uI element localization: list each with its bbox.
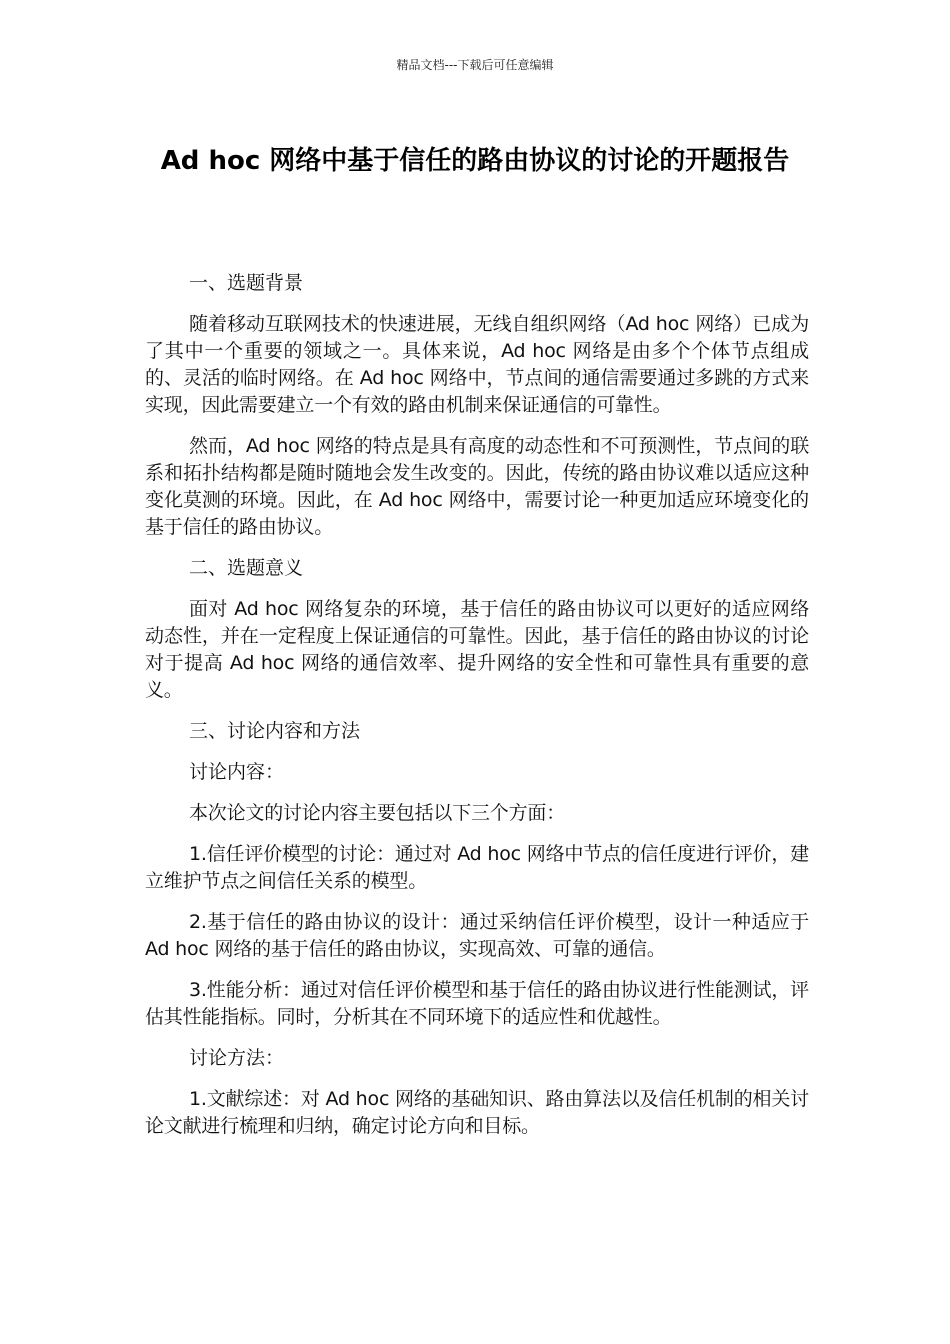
section-heading-content-method: 三、讨论内容和方法	[189, 720, 361, 742]
content-label: 讨论内容：	[189, 761, 285, 783]
content-item-3: 3.性能分析：通过对信任评价模型和基于信任的路由协议进行性能测试，评估其性能指标。同时，分析其在不同环境下的适应性和优越性。	[145, 979, 809, 1028]
section-heading-significance: 二、选题意义	[189, 557, 304, 579]
section-heading-background: 一、选题背景	[189, 272, 304, 294]
paragraph-significance: 面对 Ad hoc 网络复杂的环境，基于信任的路由协议可以更好的适应网络动态性，并在一定程度上保证通信的可靠性。因此，基于信任的路由协议的讨论对于提高 Ad hoc 网络的通信效率、提升网络的安全性和可靠性具有重要的意义。	[145, 598, 809, 701]
content-item-1: 1.信任评价模型的讨论：通过对 Ad hoc 网络中节点的信任度进行评价，建立维护节点之间信任关系的模型。	[145, 843, 809, 892]
paragraph-background-1: 随着移动互联网技术的快速进展，无线自组织网络（Ad hoc 网络）已成为了其中一个重要的领域之一。具体来说，Ad hoc 网络是由多个个体节点组成的、灵活的临时网络。在 Ad hoc 网络中，节点间的通信需要通过多跳的方式来实现，因此需要建立一个有效的路由机制来保证通信的可靠性。	[145, 313, 809, 416]
header-note: 精品文档---下载后可任意编辑	[396, 58, 554, 72]
document-body	[145, 270, 809, 1154]
method-label: 讨论方法：	[189, 1047, 285, 1069]
method-item-1: 1.文献综述：对 Ad hoc 网络的基础知识、路由算法以及信任机制的相关讨论文献进行梳理和归纳，确定讨论方向和目标。	[145, 1088, 809, 1137]
content-item-2: 2.基于信任的路由协议的设计：通过采纳信任评价模型，设计一种适应于 Ad hoc 网络的基于信任的路由协议，实现高效、可靠的通信。	[145, 911, 809, 960]
content-intro: 本次论文的讨论内容主要包括以下三个方面：	[189, 802, 566, 824]
document-title: Ad hoc 网络中基于信任的路由协议的讨论的开题报告	[160, 146, 790, 176]
paragraph-background-2: 然而，Ad hoc 网络的特点是具有高度的动态性和不可预测性，节点间的联系和拓扑结构都是随时随地会发生改变的。因此，传统的路由协议难以适应这种变化莫测的环境。因此，在 Ad hoc 网络中，需要讨论一种更加适应环境变化的基于信任的路由协议。	[145, 435, 809, 538]
